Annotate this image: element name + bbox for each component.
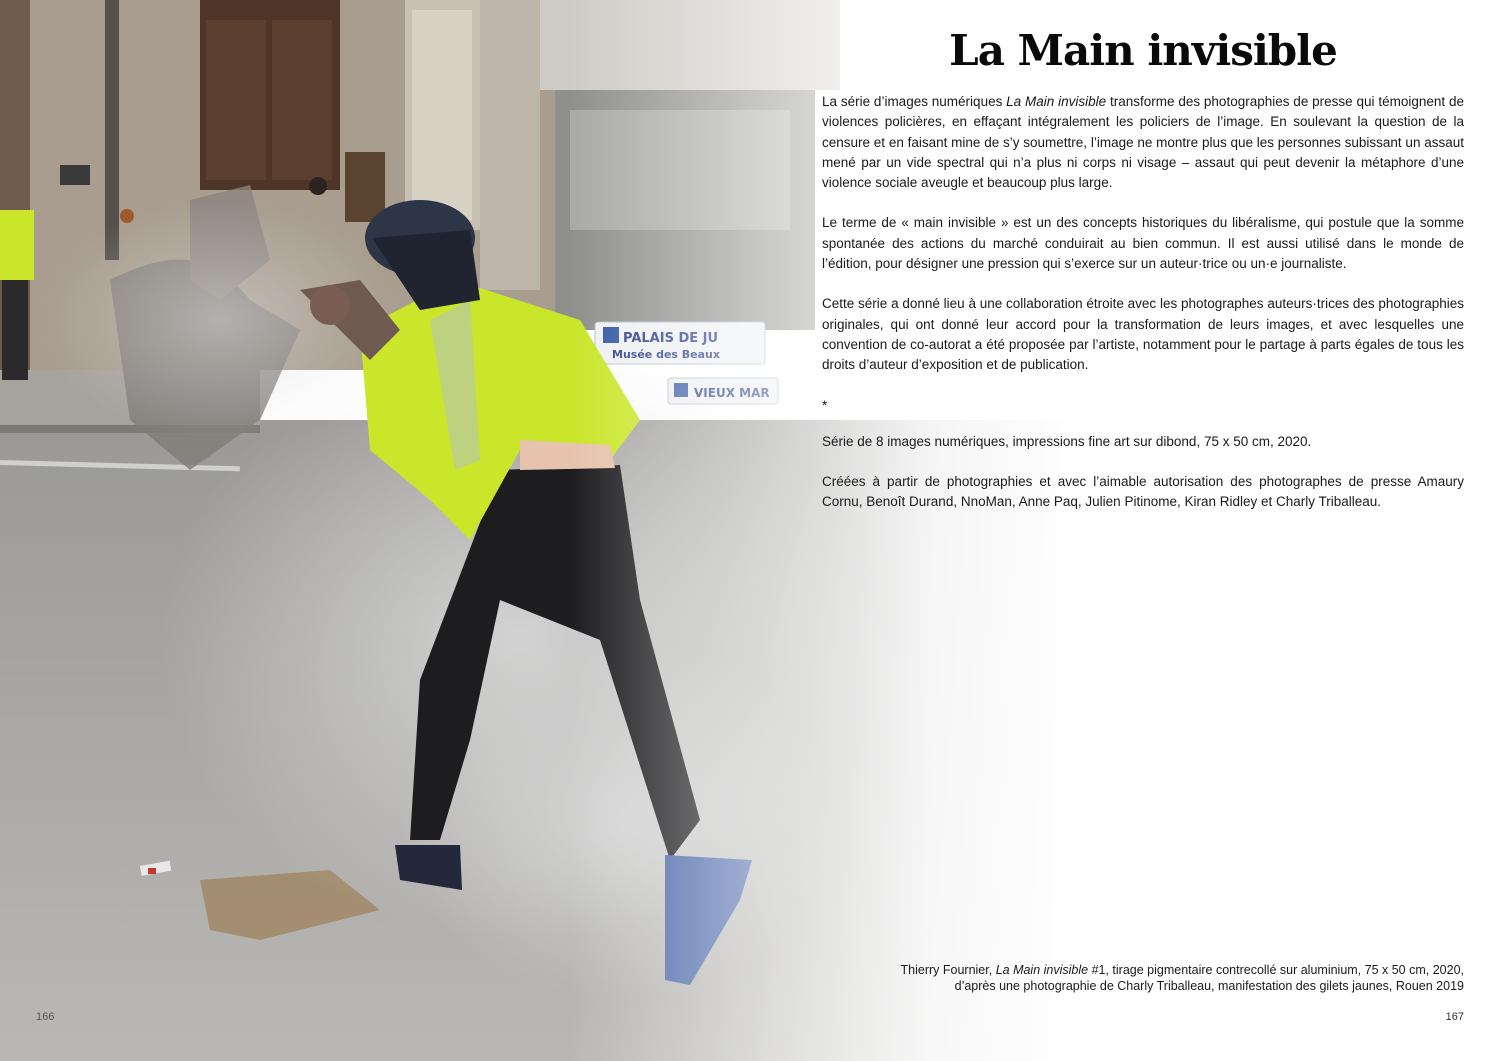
- page-number-right: 167: [1445, 1011, 1464, 1023]
- paragraph-collaboration: Cette série a donné lieu à une collaboration étroite avec les photographes auteurs·trices des photographies originales, qui ont donné leur accord pour la transformation de leurs images, et avec lesquelles une convention de co-autorat a été proposée par l’artiste, notamment pour le partage à parts égales de tous les droits d’auteur d’exposition et de publication.: [822, 296, 1464, 373]
- photo-caption: [824, 962, 1464, 994]
- paragraph-intro: [822, 92, 1464, 193]
- separator-asterisk: *: [822, 397, 828, 413]
- caption-before: Thierry Fournier,: [900, 963, 996, 977]
- caption-after: #1, tirage pigmentaire contrecollé sur aluminium, 75 x 50 cm, 2020,: [1088, 963, 1464, 977]
- page-title: La Main invisible: [949, 26, 1337, 75]
- page-number-left: 166: [36, 1011, 55, 1023]
- caption-line-2: d’après une photographie de Charly Triballeau, manifestation des gilets jaunes, Rouen 2019: [954, 979, 1464, 993]
- paragraph-intro-before: La série d’images numériques: [822, 94, 1007, 109]
- paragraph-intro-italic-title: La Main invisible: [1006, 94, 1107, 109]
- paragraph-intro-after: transforme des photographies de presse qui témoignent de violences policières, en effaçant intégralement les policiers de l’image. En soulevant la question de la censure et en faisant mine de s’y soumettre, l’image ne montre plus que les personnes subissant un assaut mené par un vide spectral qui n’a plus ni corps ni visage – assaut qui peut devenir la métaphore d’une violence sociale aveugle et beaucoup plus large.: [822, 94, 1464, 191]
- caption-line-1: [824, 962, 1464, 978]
- paragraph-series-details: Série de 8 images numériques, impressions fine art sur dibond, 75 x 50 cm, 2020.: [822, 433, 1312, 449]
- body-text: [822, 92, 1464, 533]
- paragraph-concept: Le terme de « main invisible » est un des concepts historiques du libéralisme, qui postule que la somme spontanée des actions du marché conduirait au bien commun. Il est aussi utilisé dans le monde de l’édition, pour désigner une pression qui s’exerce sur un auteur·trice ou un·e journaliste.: [822, 215, 1464, 272]
- paragraph-credits: Créées à partir de photographies et avec l’aimable autorisation des photographes de presse Amaury Cornu, Benoît Durand, NnoMan, Anne Paq, Julien Pitinome, Kiran Ridley et Charly Triballeau.: [822, 474, 1464, 510]
- caption-italic-title: La Main invisible: [995, 963, 1089, 977]
